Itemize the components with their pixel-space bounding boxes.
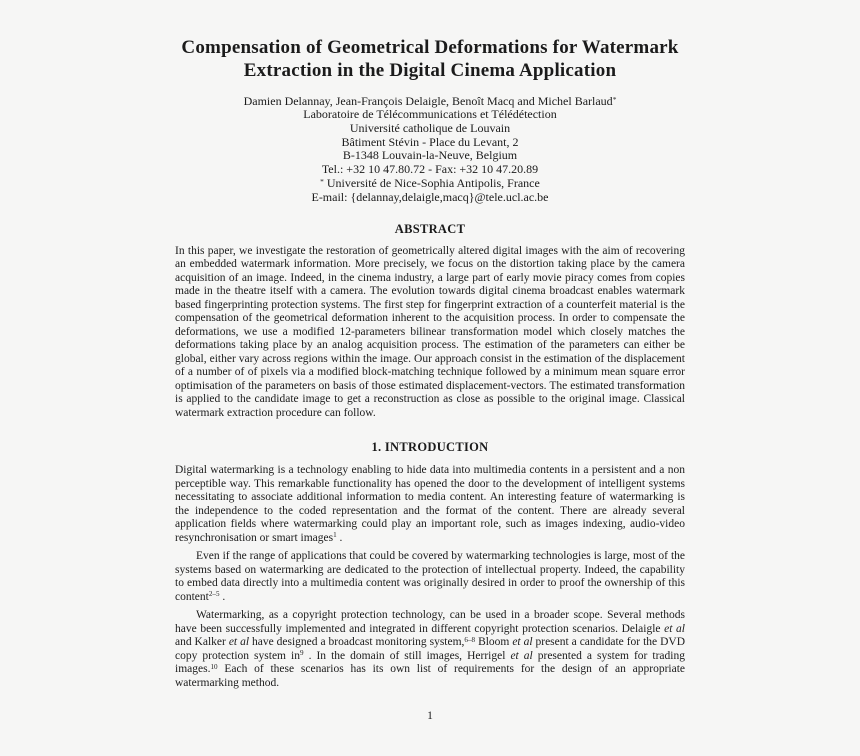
intro-paragraph-3: Watermarking, as a copyright protection technology, can be used in a broader scope. Several methods have been successfully implemented and integrated in different copyright protection scenarios. Delaigle et al and Kalker et al have designed a broadcast monitoring system,$^{6-8}$ Bloom et al present a candidate for the DVD copy protection system $in^9$ . In the domain of still images, Herrigel et al presented a system for trading images.$^{10}$ Each of these scenarios has its own list of requirements for the design of an appropriate watermarking method. xyxy=(175,609,685,689)
affiliation-block xyxy=(0,108,860,205)
affiliation-line-email: E-mail: {delannay,delaigle,macq}@tele.ucl.ac.be xyxy=(311,189,549,204)
text-column xyxy=(175,222,685,691)
authors-line: Damien Delannay, Jean-François Delaigle, Benoît Macq and Michel Barlaud* xyxy=(243,94,617,108)
affiliation-line-building: Bâtiment Stévin - Place du Levant, 2 xyxy=(341,134,519,149)
affiliation-line-university: Université catholique de Louvain xyxy=(349,120,511,135)
affiliation-line-laboratory: Laboratoire de Télécommunications et Télédétection xyxy=(303,107,557,121)
intro-paragraph-1: Digital watermarking is a technology enabling to hide data into multimedia contents in a persistent and a non perceptible way. This remarkable functionality has opened the door to the development of intelligent systems necessitating to associate additional information to media content. An interesting feature of watermarking is the independence to the coded representation and the format of the content. There are already several application fields where watermarking could play an important role, such as images indexing, audio-video resynchronisation or smart images$^1$ . xyxy=(175,464,685,544)
abstract-body: In this paper, we investigate the restoration of geometrically altered digital images with the aim of recovering an embedded watermark information. More precisely, we focus on the distortion taking place by the camera acquisition of an image. Indeed, in the cinema industry, a large part of early movie piracy comes from copies made in the theatre itself with a camera. The evolution towards digital cinema broadcast enables watermark based fingerprinting protection systems. The first step for fingerprint extraction of a counterfeit material is the compensation of the geometrical deformation inherent to the acquisition process. In order to compensate the deformations, we use a modified 12-parameters bilinear transformation model which closely matches the deformations taking place by an analog acquisition process. The estimation of the parameters can either be global, either vary across regions within the image. Our approach consist in the estimation of the displacement of a number of of pixels via a modified block-matching technique followed by a minimum mean square error optimisation of the parameters on basis of those estimated displacement-vectors. The estimated transformation is applied to the candidate image to get a reconstruction as close as possible to the original image. Classical watermark extraction procedure can follow. xyxy=(175,244,685,419)
introduction-heading: 1. INTRODUCTION xyxy=(371,440,489,455)
intro-paragraph-2: Even if the range of applications that could be covered by watermarking technologies is large, most of the systems based on watermarking are dedicated to the protection of intellectual property. Indeed, the capability to embed data directly into a multimedia content was originally desired in order to proof the ownership of this content$^{2-5}$ . xyxy=(175,550,685,603)
affiliation-line-tel-fax: Tel.: +32 10 47.80.72 - Fax: +32 10 47.20.89 xyxy=(321,162,539,177)
affiliation-line-footnote: * Université de Nice-Sophia Antipolis, France xyxy=(320,175,540,190)
abstract-heading: ABSTRACT xyxy=(394,221,466,236)
affiliation-line-city: B-1348 Louvain-la-Neuve, Belgium xyxy=(342,148,518,163)
paper-title-line1: Compensation of Geometrical Deformations for Watermark xyxy=(181,37,679,58)
paper-title xyxy=(0,0,860,82)
paper-title-line2: Extraction in the Digital Cinema Application xyxy=(243,60,617,81)
page-number: 1 xyxy=(427,710,433,722)
